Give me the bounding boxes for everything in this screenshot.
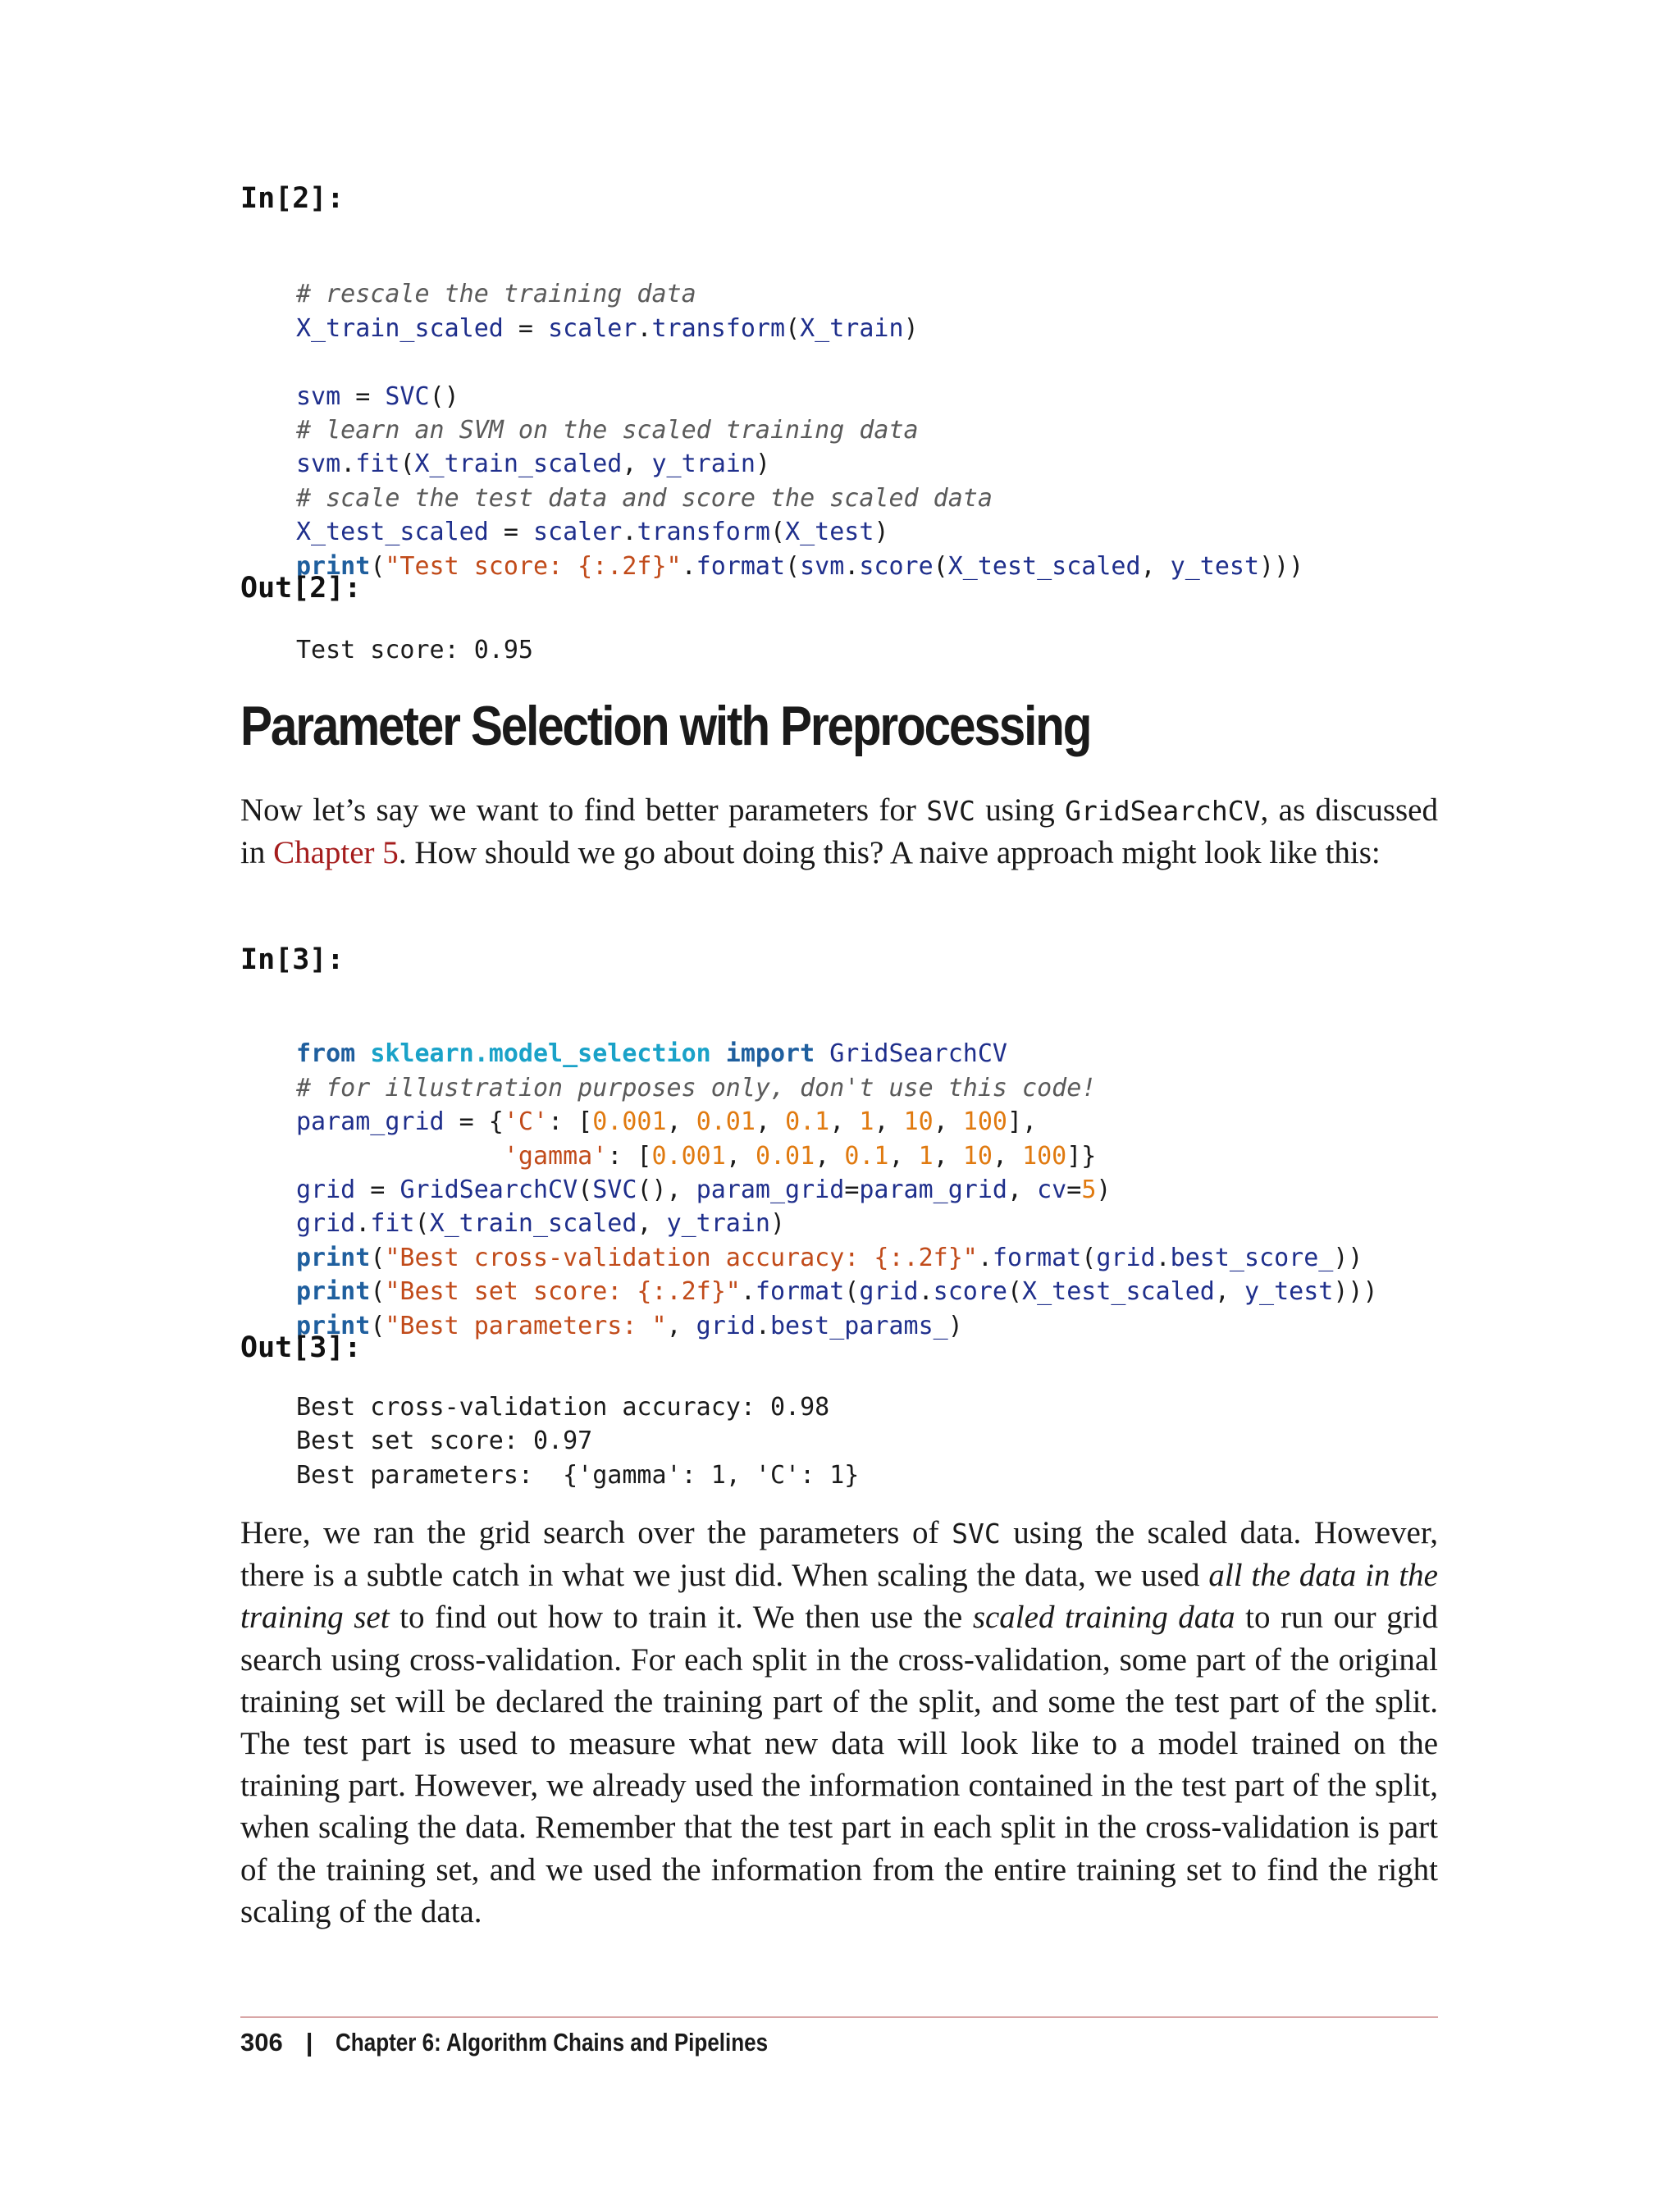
chapter-title: Chapter 6: Algorithm Chains and Pipelines [336, 2028, 769, 2057]
code-line: svm = SVC() [296, 381, 459, 411]
body-paragraph [240, 1512, 1438, 1933]
code-line: print("Test score: {:.2f}".format(svm.score(X_test_scaled, y_test))) [296, 551, 1304, 581]
code-line: from sklearn.model_selection import GridSearchCV [296, 1039, 1007, 1069]
emphasis-text: all the data in the training set [240, 1558, 1438, 1636]
paragraph-text: using the scaled data. However, there is a subtle catch in what we just did. When scaling the data, we used [240, 1515, 1438, 1594]
code-comment: # learn an SVM on the scaled training data [296, 415, 919, 445]
cell-label-out3: Out[3]: [240, 1331, 362, 1364]
inline-code: GridSearchCV [1065, 795, 1261, 827]
code-comment: # scale the test data and score the scaled data [296, 483, 993, 513]
paragraph-text: using [975, 792, 1066, 828]
paragraph-text: Here, we ran the grid search over the parameters of [240, 1515, 952, 1550]
output-line: Test score: 0.95 [296, 636, 533, 664]
output-line: Best cross-validation accuracy: 0.98 [296, 1393, 830, 1422]
code-blank-line [296, 345, 1303, 379]
output-line: Best parameters: {'gamma': 1, 'C': 1} [296, 1460, 860, 1490]
code-line: svm.fit(X_train_scaled, y_train) [296, 450, 770, 479]
code-line: print("Best parameters: ", grid.best_params_) [296, 1311, 963, 1340]
paragraph-text: to run our grid search using cross-validation. For each split in the cross-validation, some part of the original training set will be declared the training part of the split, and some the test part of the split. The test part is used to measure what new data will look like to a model trained on the training part. However, we already used the information contained in the test part of the split, when scaling the data. Remember that the test part in each split in the cross-validation is part of the training set, and we used the information from the entire training set to find the right scaling of the data. [240, 1600, 1438, 1929]
code-import-name: GridSearchCV [829, 1039, 1007, 1069]
code-module: sklearn.model_selection [370, 1039, 711, 1069]
code-string: "Best set score: {:.2f}" [385, 1277, 741, 1307]
inline-code: SVC [952, 1518, 1001, 1550]
chapter-5-link[interactable]: Chapter 5 [273, 835, 399, 871]
footer-rule [240, 2016, 1438, 2018]
page-number: 306 [240, 2028, 283, 2057]
cell-label-in2: In[2]: [240, 182, 345, 215]
code-block-in3 [296, 1003, 1378, 1343]
code-comment: # for illustration purposes only, don't use this code! [296, 1073, 1097, 1102]
output-block-out3 [296, 1390, 859, 1492]
page-footer [240, 2028, 851, 2057]
footer-separator: | [305, 2028, 313, 2057]
code-line: 'gamma': [0.001, 0.01, 0.1, 1, 10, 100]} [503, 1141, 1097, 1171]
code-string: "Test score: {:.2f}" [385, 551, 682, 581]
section-heading: Parameter Selection with Preprocessing [240, 695, 1091, 757]
paragraph-text: . How should we go about doing this? A naive approach might look like this: [398, 835, 1381, 871]
code-line: grid.fit(X_train_scaled, y_train) [296, 1209, 786, 1239]
code-string: "Best cross-validation accuracy: {:.2f}" [385, 1243, 978, 1272]
body-paragraph [240, 789, 1438, 874]
code-line: print("Best set score: {:.2f}".format(grid.score(X_test_scaled, y_test))) [296, 1277, 1378, 1307]
code-string: "Best parameters: " [385, 1311, 667, 1340]
cell-label-out2: Out[2]: [240, 572, 362, 605]
code-line: print("Best cross-validation accuracy: {:.2f}".format(grid.best_score_)) [296, 1243, 1363, 1272]
cell-label-in3: In[3]: [240, 943, 345, 976]
code-block-in2 [296, 244, 1303, 583]
output-block-out2 [296, 633, 533, 667]
code-line: X_test_scaled = scaler.transform(X_test) [296, 518, 889, 547]
code-line: X_train_scaled = scaler.transform(X_train) [296, 313, 919, 343]
output-line: Best set score: 0.97 [296, 1427, 593, 1456]
paragraph-text: Now let’s say we want to find better parameters for [240, 792, 927, 828]
emphasis-text: scaled training data [972, 1600, 1235, 1636]
code-line: grid = GridSearchCV(SVC(), param_grid=param_grid, cv=5) [296, 1175, 1112, 1204]
code-comment: # rescale the training data [296, 280, 696, 309]
paragraph-text: , as discussed in [240, 792, 1438, 871]
code-line: param_grid = {'C': [0.001, 0.01, 0.1, 1, 10, 100], [296, 1107, 1038, 1137]
paragraph-text: to find out how to train it. We then use the [389, 1600, 973, 1636]
inline-code: SVC [926, 795, 975, 827]
